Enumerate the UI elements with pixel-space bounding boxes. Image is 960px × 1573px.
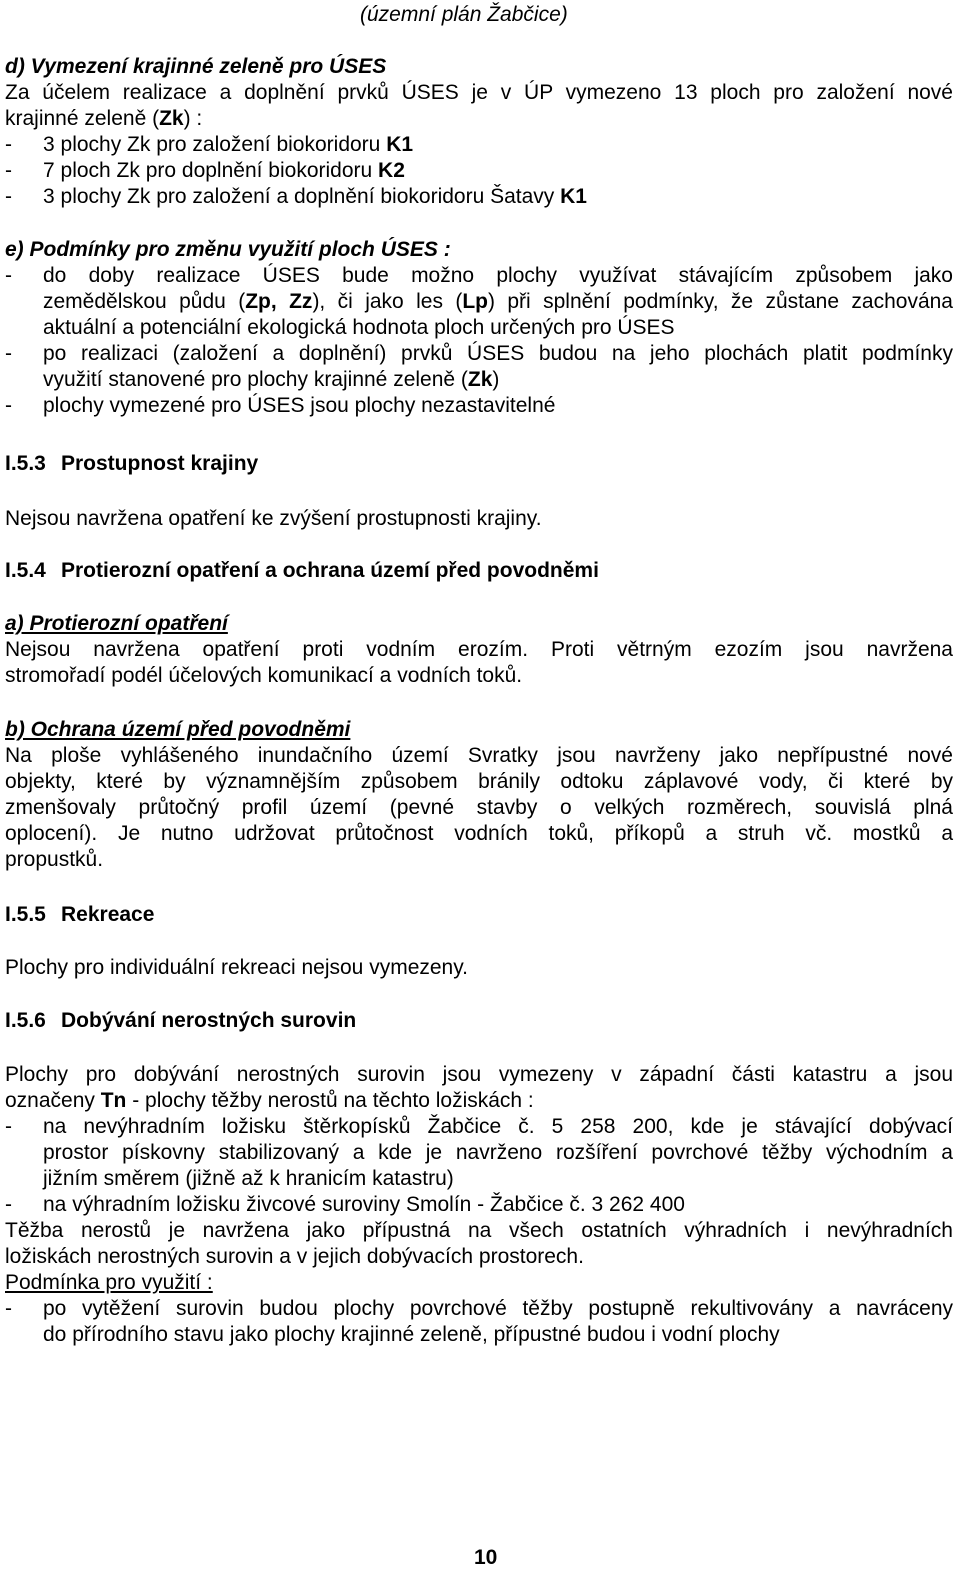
paragraph-line: zmenšovaly průtočný profil území (pevné stavby o velkých rozměrech, souvislá plná bbox=[5, 796, 953, 819]
list-item: - 7 ploch Zk pro doplnění biokoridoru K2 bbox=[5, 159, 405, 182]
section-1-5-5 bbox=[5, 902, 953, 928]
list-item-cont: prostor pískovny stabilizovaný a kde je navrženo rozšíření povrchové těžby východním a bbox=[43, 1141, 953, 1164]
section-d-title: d) Vymezení krajinné zeleně pro ÚSES bbox=[5, 55, 387, 78]
section-heading: I.5.4 Protierozní opatření a ochrana území před povodněmi bbox=[5, 559, 599, 582]
list-item: - po vytěžení surovin budou plochy povrchové těžby postupně rekultivovány a navráceny bbox=[5, 1297, 953, 1320]
section-1-5-6 bbox=[5, 1008, 953, 1034]
paragraph-line: Za účelem realizace a doplnění prvků ÚSES je v ÚP vymezeno 13 ploch pro založení nové bbox=[5, 81, 953, 104]
list-item: - 3 plochy Zk pro založení a doplnění biokoridoru Šatavy K1 bbox=[5, 185, 587, 208]
paragraph-line: Plochy pro individuální rekreaci nejsou vymezeny. bbox=[5, 956, 469, 979]
list-item: - na výhradním ložisku živcové suroviny Smolín - Žabčice č. 3 262 400 bbox=[5, 1193, 685, 1216]
paragraph-line: stromořadí podél účelových komunikací a vodních toků. bbox=[5, 664, 523, 687]
paragraph-line: Těžba nerostů je navržena jako přípustná na všech ostatních výhradních i nevýhradních bbox=[5, 1219, 953, 1242]
list-item-cont: využití stanovené pro plochy krajinné zeleně (Zk) bbox=[43, 368, 500, 391]
section-heading: I.5.5 Rekreace bbox=[5, 903, 155, 926]
condition-title: Podmínka pro využití : bbox=[5, 1271, 213, 1294]
section-1-5-5-body bbox=[5, 955, 953, 981]
list-item: - po realizaci (založení a doplnění) prvků ÚSES budou na jeho plochách platit podmínky bbox=[5, 342, 953, 365]
paragraph-line: krajinné zeleně (Zk) : bbox=[5, 107, 203, 130]
paragraph-line: Nejsou navržena opatření proti vodním erozím. Proti větrným ezozím jsou navržena bbox=[5, 638, 953, 661]
paragraph-line: oplocení). Je nutno udržovat průtočnost vodních toků, příkopů a struh vč. mostků a bbox=[5, 822, 953, 845]
list-item: - plochy vymezené pro ÚSES jsou plochy nezastavitelné bbox=[5, 394, 556, 417]
document-header: (územní plán Žabčice) bbox=[360, 3, 568, 26]
paragraph-line: propustků. bbox=[5, 848, 104, 871]
list-item-cont: aktuální a potenciální ekologická hodnota ploch určených pro ÚSES bbox=[43, 316, 675, 339]
subsection-b bbox=[5, 717, 953, 873]
paragraph-line: ložiskách nerostných surovin a v jejich dobývacích prostorech. bbox=[5, 1245, 584, 1268]
subsection-title: a) Protierozní opatření bbox=[5, 612, 228, 635]
list-item: - 3 plochy Zk pro založení biokoridoru K1 bbox=[5, 133, 414, 156]
subsection-a bbox=[5, 611, 953, 689]
section-1-5-3 bbox=[5, 451, 953, 477]
paragraph-line: označeny Tn - plochy těžby nerostů na těchto ložiskách : bbox=[5, 1089, 534, 1112]
paragraph-line: Na ploše vyhlášeného inundačního území Svratky jsou navrženy jako nepřípustné nové bbox=[5, 744, 953, 767]
list-item-cont: zemědělskou půdu (Zp, Zz), či jako les (Lp) při splnění podmínky, že zůstane zachována bbox=[43, 290, 953, 313]
list-item-cont: do přírodního stavu jako plochy krajinné zeleně, přípustné budou i vodní plochy bbox=[43, 1323, 780, 1346]
section-e-title: e) Podmínky pro změnu využití ploch ÚSES : bbox=[5, 238, 451, 261]
section-d bbox=[5, 54, 953, 210]
subsection-title: b) Ochrana území před povodněmi bbox=[5, 718, 351, 741]
paragraph-line: Plochy pro dobývání nerostných surovin jsou vymezeny v západní části katastru a jsou bbox=[5, 1063, 953, 1086]
section-heading: I.5.3 Prostupnost krajiny bbox=[5, 452, 259, 475]
section-1-5-3-body bbox=[5, 506, 953, 532]
section-e bbox=[5, 237, 953, 419]
section-heading: I.5.6 Dobývání nerostných surovin bbox=[5, 1009, 357, 1032]
section-1-5-6-body bbox=[5, 1062, 953, 1348]
list-item-cont: jižním směrem (jižně až k hranicím katastru) bbox=[43, 1167, 454, 1190]
list-item: - do doby realizace ÚSES bude možno plochy využívat stávajícím způsobem jako bbox=[5, 264, 953, 287]
section-1-5-4 bbox=[5, 558, 953, 584]
paragraph-line: objekty, které by významnějším způsobem bránily odtoku záplavové vody, či které by bbox=[5, 770, 953, 793]
list-item: - na nevýhradním ložisku štěrkopísků Žabčice č. 5 258 200, kde je stávající dobývací bbox=[5, 1115, 953, 1138]
paragraph-line: Nejsou navržena opatření ke zvýšení prostupnosti krajiny. bbox=[5, 507, 542, 530]
page-number: 10 bbox=[474, 1546, 498, 1569]
